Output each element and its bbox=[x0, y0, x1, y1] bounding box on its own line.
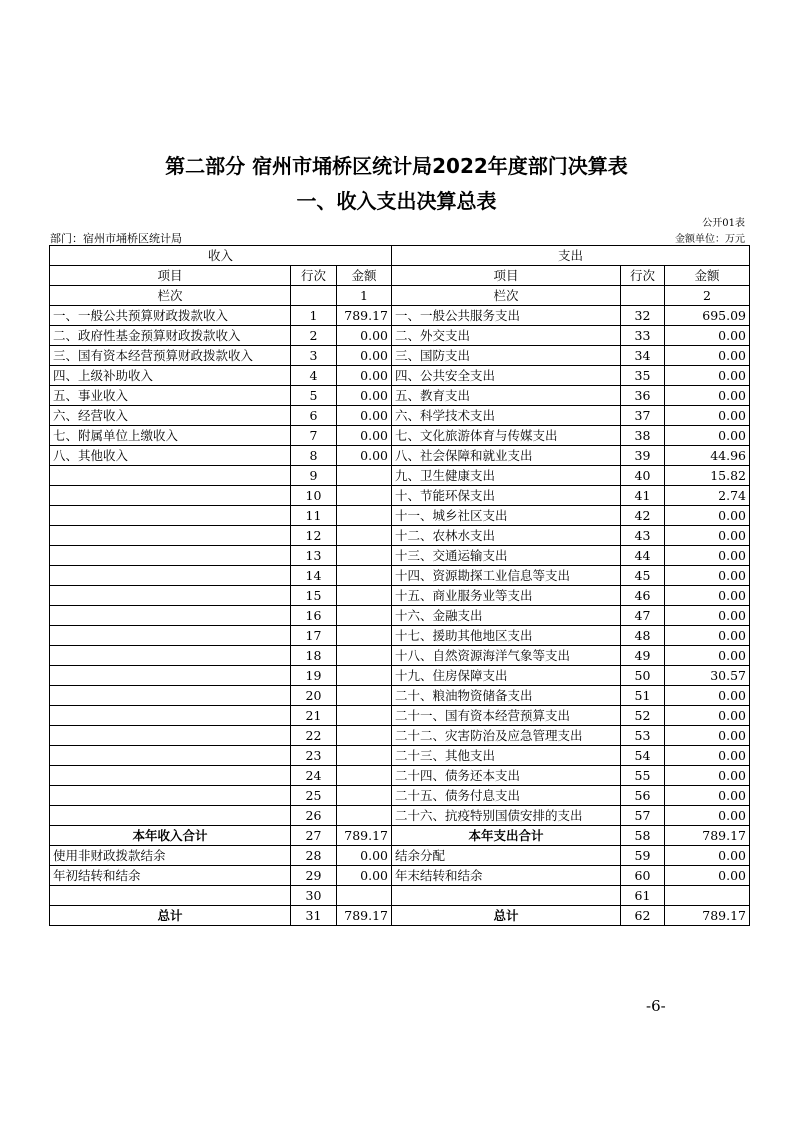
table-row bbox=[50, 806, 750, 826]
expense-amount-cell: 0.00 bbox=[665, 426, 750, 446]
income-item-header: 项目 bbox=[50, 266, 291, 286]
income-item-cell bbox=[50, 466, 291, 486]
expense-row-number-cell: 33 bbox=[621, 326, 665, 346]
table-row bbox=[50, 506, 750, 526]
income-amount-cell bbox=[337, 626, 392, 646]
expense-item-cell: 十三、交通运输支出 bbox=[392, 546, 621, 566]
amount-unit: 金额单位：万元 bbox=[675, 234, 745, 245]
expense-amount-cell: 0.00 bbox=[665, 786, 750, 806]
expense-row-number-cell: 52 bbox=[621, 706, 665, 726]
expense-item-cell: 十四、资源勘探工业信息等支出 bbox=[392, 566, 621, 586]
income-item-cell: 使用非财政拨款结余 bbox=[50, 846, 291, 866]
expense-row-number-cell: 60 bbox=[621, 866, 665, 886]
income-item-cell: 四、上级补助收入 bbox=[50, 366, 291, 386]
expense-amount-cell: 0.00 bbox=[665, 326, 750, 346]
income-amount-cell: 0.00 bbox=[337, 446, 392, 466]
income-row-number-cell: 29 bbox=[291, 866, 337, 886]
expense-item-cell: 二十一、国有资本经营预算支出 bbox=[392, 706, 621, 726]
expense-lanci-label: 栏次 bbox=[392, 286, 621, 306]
table-row bbox=[50, 346, 750, 366]
table-row bbox=[50, 866, 750, 886]
income-row-number-cell: 23 bbox=[291, 746, 337, 766]
expense-amount-cell: 0.00 bbox=[665, 386, 750, 406]
income-item-cell bbox=[50, 606, 291, 626]
expense-row-number-cell: 49 bbox=[621, 646, 665, 666]
document-title: 第二部分 宿州市埇桥区统计局2022年度部门决算表 bbox=[165, 154, 628, 178]
income-amount-cell: 0.00 bbox=[337, 366, 392, 386]
income-row-number-cell: 8 bbox=[291, 446, 337, 466]
income-row-number-cell: 27 bbox=[291, 826, 337, 846]
expense-amount-cell: 0.00 bbox=[665, 566, 750, 586]
income-amount-cell bbox=[337, 786, 392, 806]
table-row bbox=[50, 626, 750, 646]
expense-item-header: 项目 bbox=[392, 266, 621, 286]
expense-amount-cell: 695.09 bbox=[665, 306, 750, 326]
expense-item-cell: 五、教育支出 bbox=[392, 386, 621, 406]
column-header-row bbox=[50, 266, 750, 286]
income-amount-cell bbox=[337, 486, 392, 506]
income-row-number-cell: 14 bbox=[291, 566, 337, 586]
income-item-cell bbox=[50, 766, 291, 786]
income-item-cell bbox=[50, 886, 291, 906]
table-row bbox=[50, 386, 750, 406]
income-row-number-cell: 28 bbox=[291, 846, 337, 866]
income-row-number-cell: 6 bbox=[291, 406, 337, 426]
expense-amount-cell: 0.00 bbox=[665, 646, 750, 666]
expense-amount-cell: 0.00 bbox=[665, 846, 750, 866]
expense-amount-cell: 0.00 bbox=[665, 406, 750, 426]
expense-amount-cell: 15.82 bbox=[665, 466, 750, 486]
income-row-number-cell: 15 bbox=[291, 586, 337, 606]
expense-item-cell: 一、一般公共服务支出 bbox=[392, 306, 621, 326]
table-row bbox=[50, 526, 750, 546]
income-amount-cell: 0.00 bbox=[337, 386, 392, 406]
expense-amount-cell: 0.00 bbox=[665, 366, 750, 386]
expense-row-number-cell: 35 bbox=[621, 366, 665, 386]
expense-amount-cell: 0.00 bbox=[665, 726, 750, 746]
expense-row-number-cell: 51 bbox=[621, 686, 665, 706]
income-amount-cell: 0.00 bbox=[337, 846, 392, 866]
income-amount-cell bbox=[337, 886, 392, 906]
table-row bbox=[50, 546, 750, 566]
income-item-cell bbox=[50, 486, 291, 506]
income-amount-cell: 0.00 bbox=[337, 426, 392, 446]
table-row bbox=[50, 486, 750, 506]
table-row bbox=[50, 566, 750, 586]
income-item-cell: 年初结转和结余 bbox=[50, 866, 291, 886]
expense-item-cell: 二十三、其他支出 bbox=[392, 746, 621, 766]
expense-row-number-cell: 37 bbox=[621, 406, 665, 426]
income-amount-cell bbox=[337, 646, 392, 666]
expense-amount-cell bbox=[665, 886, 750, 906]
expense-amount-cell: 0.00 bbox=[665, 606, 750, 626]
income-row-number-cell: 17 bbox=[291, 626, 337, 646]
expense-row-number-cell: 44 bbox=[621, 546, 665, 566]
income-amount-cell: 789.17 bbox=[337, 306, 392, 326]
income-row-number-cell: 22 bbox=[291, 726, 337, 746]
expense-row-number-cell: 61 bbox=[621, 886, 665, 906]
expense-row-number-cell: 43 bbox=[621, 526, 665, 546]
income-row-number-cell: 5 bbox=[291, 386, 337, 406]
form-number: 公开01表 bbox=[702, 218, 745, 229]
income-item-cell bbox=[50, 666, 291, 686]
income-item-cell bbox=[50, 526, 291, 546]
income-amount-cell bbox=[337, 586, 392, 606]
income-item-cell: 八、其他收入 bbox=[50, 446, 291, 466]
expense-row-number-cell: 38 bbox=[621, 426, 665, 446]
expense-lanci-row-cell bbox=[621, 286, 665, 306]
expense-item-cell: 十八、自然资源海洋气象等支出 bbox=[392, 646, 621, 666]
expense-amount-cell: 0.00 bbox=[665, 866, 750, 886]
year-total-row bbox=[50, 826, 750, 846]
income-item-cell: 一、一般公共预算财政拨款收入 bbox=[50, 306, 291, 326]
expense-item-cell: 十六、金融支出 bbox=[392, 606, 621, 626]
expense-item-cell: 二十六、抗疫特别国债安排的支出 bbox=[392, 806, 621, 826]
income-row-number-cell: 18 bbox=[291, 646, 337, 666]
income-item-cell bbox=[50, 686, 291, 706]
expense-amount-cell: 0.00 bbox=[665, 746, 750, 766]
expense-amount-cell: 0.00 bbox=[665, 586, 750, 606]
lanci-row bbox=[50, 286, 750, 306]
expense-row-number-cell: 32 bbox=[621, 306, 665, 326]
expense-item-cell: 十、节能环保支出 bbox=[392, 486, 621, 506]
income-item-cell: 总计 bbox=[50, 906, 291, 926]
expense-row-number-cell: 36 bbox=[621, 386, 665, 406]
income-row-number-cell: 1 bbox=[291, 306, 337, 326]
expense-item-cell: 二十五、债务付息支出 bbox=[392, 786, 621, 806]
expense-item-cell: 十九、住房保障支出 bbox=[392, 666, 621, 686]
income-amount-cell: 0.00 bbox=[337, 866, 392, 886]
table-row bbox=[50, 886, 750, 906]
income-item-cell bbox=[50, 726, 291, 746]
expense-amount-cell: 0.00 bbox=[665, 686, 750, 706]
expense-row-number-cell: 34 bbox=[621, 346, 665, 366]
department-label: 部门：宿州市埇桥区统计局 bbox=[50, 232, 182, 245]
expense-amount-cell: 0.00 bbox=[665, 526, 750, 546]
expense-item-cell: 结余分配 bbox=[392, 846, 621, 866]
expense-row-number-cell: 53 bbox=[621, 726, 665, 746]
expense-item-cell: 三、国防支出 bbox=[392, 346, 621, 366]
expense-row-number-cell: 48 bbox=[621, 626, 665, 646]
expense-amount-cell: 789.17 bbox=[665, 826, 750, 846]
income-row-number-cell: 13 bbox=[291, 546, 337, 566]
expense-item-cell: 六、科学技术支出 bbox=[392, 406, 621, 426]
expense-item-cell: 十一、城乡社区支出 bbox=[392, 506, 621, 526]
income-item-cell bbox=[50, 646, 291, 666]
income-item-cell bbox=[50, 626, 291, 646]
table-row bbox=[50, 606, 750, 626]
income-row-number-cell: 12 bbox=[291, 526, 337, 546]
income-item-cell: 本年收入合计 bbox=[50, 826, 291, 846]
income-amount-cell bbox=[337, 546, 392, 566]
table-row bbox=[50, 366, 750, 386]
table-row bbox=[50, 406, 750, 426]
expense-row-number-cell: 47 bbox=[621, 606, 665, 626]
table-row bbox=[50, 326, 750, 346]
income-amount-cell bbox=[337, 706, 392, 726]
expense-item-cell: 二、外交支出 bbox=[392, 326, 621, 346]
expense-row-number-cell: 59 bbox=[621, 846, 665, 866]
expense-amount-header: 金额 bbox=[665, 266, 750, 286]
table-row bbox=[50, 766, 750, 786]
expense-row-number-cell: 39 bbox=[621, 446, 665, 466]
table-row bbox=[50, 586, 750, 606]
income-item-cell bbox=[50, 786, 291, 806]
expense-row-number-cell: 56 bbox=[621, 786, 665, 806]
expense-item-cell: 十二、农林水支出 bbox=[392, 526, 621, 546]
income-amount-cell bbox=[337, 746, 392, 766]
income-amount-cell bbox=[337, 566, 392, 586]
income-amount-cell bbox=[337, 806, 392, 826]
expense-amount-cell: 0.00 bbox=[665, 346, 750, 366]
income-item-cell bbox=[50, 506, 291, 526]
income-amount-cell bbox=[337, 666, 392, 686]
expense-amount-cell: 0.00 bbox=[665, 806, 750, 826]
income-amount-cell bbox=[337, 726, 392, 746]
expense-item-cell: 年末结转和结余 bbox=[392, 866, 621, 886]
expense-item-cell: 八、社会保障和就业支出 bbox=[392, 446, 621, 466]
expense-item-cell bbox=[392, 886, 621, 906]
expense-amount-cell: 44.96 bbox=[665, 446, 750, 466]
section-header-row bbox=[50, 246, 750, 266]
income-row-number-cell: 21 bbox=[291, 706, 337, 726]
expense-item-cell: 七、文化旅游体育与传媒支出 bbox=[392, 426, 621, 446]
income-amount-header: 金额 bbox=[337, 266, 392, 286]
expense-amount-cell: 0.00 bbox=[665, 506, 750, 526]
expense-row-number-cell: 58 bbox=[621, 826, 665, 846]
income-row-number-cell: 2 bbox=[291, 326, 337, 346]
expense-row-header: 行次 bbox=[621, 266, 665, 286]
income-amount-cell bbox=[337, 686, 392, 706]
table-title: 一、收入支出决算总表 bbox=[296, 189, 497, 213]
expense-item-cell: 十五、商业服务业等支出 bbox=[392, 586, 621, 606]
expense-section-header: 支出 bbox=[392, 246, 750, 266]
income-item-cell: 六、经营收入 bbox=[50, 406, 291, 426]
expense-lanci-number: 2 bbox=[665, 286, 750, 306]
income-item-cell bbox=[50, 586, 291, 606]
income-section-header: 收入 bbox=[50, 246, 392, 266]
table-row bbox=[50, 746, 750, 766]
expense-amount-cell: 789.17 bbox=[665, 906, 750, 926]
income-amount-cell: 789.17 bbox=[337, 826, 392, 846]
expense-row-number-cell: 42 bbox=[621, 506, 665, 526]
expense-item-cell: 四、公共安全支出 bbox=[392, 366, 621, 386]
table-row bbox=[50, 846, 750, 866]
income-row-number-cell: 31 bbox=[291, 906, 337, 926]
expense-amount-cell: 0.00 bbox=[665, 706, 750, 726]
expense-item-cell: 十七、援助其他地区支出 bbox=[392, 626, 621, 646]
income-row-number-cell: 10 bbox=[291, 486, 337, 506]
expense-row-number-cell: 54 bbox=[621, 746, 665, 766]
expense-item-cell: 本年支出合计 bbox=[392, 826, 621, 846]
table-row bbox=[50, 646, 750, 666]
income-row-number-cell: 9 bbox=[291, 466, 337, 486]
income-item-cell: 五、事业收入 bbox=[50, 386, 291, 406]
income-item-cell bbox=[50, 806, 291, 826]
income-lanci-row-cell bbox=[291, 286, 337, 306]
income-item-cell: 三、国有资本经营预算财政拨款收入 bbox=[50, 346, 291, 366]
income-item-cell bbox=[50, 546, 291, 566]
income-item-cell bbox=[50, 746, 291, 766]
page-number: -6- bbox=[646, 997, 666, 1015]
income-row-number-cell: 16 bbox=[291, 606, 337, 626]
expense-item-cell: 总计 bbox=[392, 906, 621, 926]
expense-amount-cell: 2.74 bbox=[665, 486, 750, 506]
expense-row-number-cell: 57 bbox=[621, 806, 665, 826]
income-item-cell bbox=[50, 566, 291, 586]
table-row bbox=[50, 426, 750, 446]
income-row-number-cell: 7 bbox=[291, 426, 337, 446]
expense-amount-cell: 0.00 bbox=[665, 546, 750, 566]
expense-row-number-cell: 41 bbox=[621, 486, 665, 506]
income-lanci-label: 栏次 bbox=[50, 286, 291, 306]
income-row-header: 行次 bbox=[291, 266, 337, 286]
income-row-number-cell: 4 bbox=[291, 366, 337, 386]
expense-item-cell: 二十二、灾害防治及应急管理支出 bbox=[392, 726, 621, 746]
income-amount-cell bbox=[337, 766, 392, 786]
income-amount-cell: 0.00 bbox=[337, 346, 392, 366]
income-item-cell: 二、政府性基金预算财政拨款收入 bbox=[50, 326, 291, 346]
table-row bbox=[50, 786, 750, 806]
table-row bbox=[50, 706, 750, 726]
table-row bbox=[50, 306, 750, 326]
table-row bbox=[50, 726, 750, 746]
income-amount-cell bbox=[337, 606, 392, 626]
income-amount-cell bbox=[337, 506, 392, 526]
income-row-number-cell: 20 bbox=[291, 686, 337, 706]
expense-item-cell: 九、卫生健康支出 bbox=[392, 466, 621, 486]
expense-row-number-cell: 40 bbox=[621, 466, 665, 486]
expense-row-number-cell: 46 bbox=[621, 586, 665, 606]
income-row-number-cell: 19 bbox=[291, 666, 337, 686]
table-row bbox=[50, 466, 750, 486]
income-row-number-cell: 11 bbox=[291, 506, 337, 526]
income-lanci-number: 1 bbox=[337, 286, 392, 306]
income-item-cell: 七、附属单位上缴收入 bbox=[50, 426, 291, 446]
income-row-number-cell: 24 bbox=[291, 766, 337, 786]
income-row-number-cell: 25 bbox=[291, 786, 337, 806]
income-amount-cell: 0.00 bbox=[337, 406, 392, 426]
expense-row-number-cell: 62 bbox=[621, 906, 665, 926]
income-row-number-cell: 3 bbox=[291, 346, 337, 366]
expense-row-number-cell: 55 bbox=[621, 766, 665, 786]
expense-amount-cell: 30.57 bbox=[665, 666, 750, 686]
grand-total-row bbox=[50, 906, 750, 926]
expense-item-cell: 二十、粮油物资储备支出 bbox=[392, 686, 621, 706]
expense-item-cell: 二十四、债务还本支出 bbox=[392, 766, 621, 786]
expense-row-number-cell: 45 bbox=[621, 566, 665, 586]
income-expense-table bbox=[49, 245, 750, 926]
table-row bbox=[50, 666, 750, 686]
expense-amount-cell: 0.00 bbox=[665, 766, 750, 786]
income-amount-cell: 789.17 bbox=[337, 906, 392, 926]
income-amount-cell bbox=[337, 526, 392, 546]
income-row-number-cell: 30 bbox=[291, 886, 337, 906]
income-amount-cell: 0.00 bbox=[337, 326, 392, 346]
income-amount-cell bbox=[337, 466, 392, 486]
expense-row-number-cell: 50 bbox=[621, 666, 665, 686]
table-row bbox=[50, 446, 750, 466]
income-row-number-cell: 26 bbox=[291, 806, 337, 826]
expense-amount-cell: 0.00 bbox=[665, 626, 750, 646]
income-item-cell bbox=[50, 706, 291, 726]
table-row bbox=[50, 686, 750, 706]
